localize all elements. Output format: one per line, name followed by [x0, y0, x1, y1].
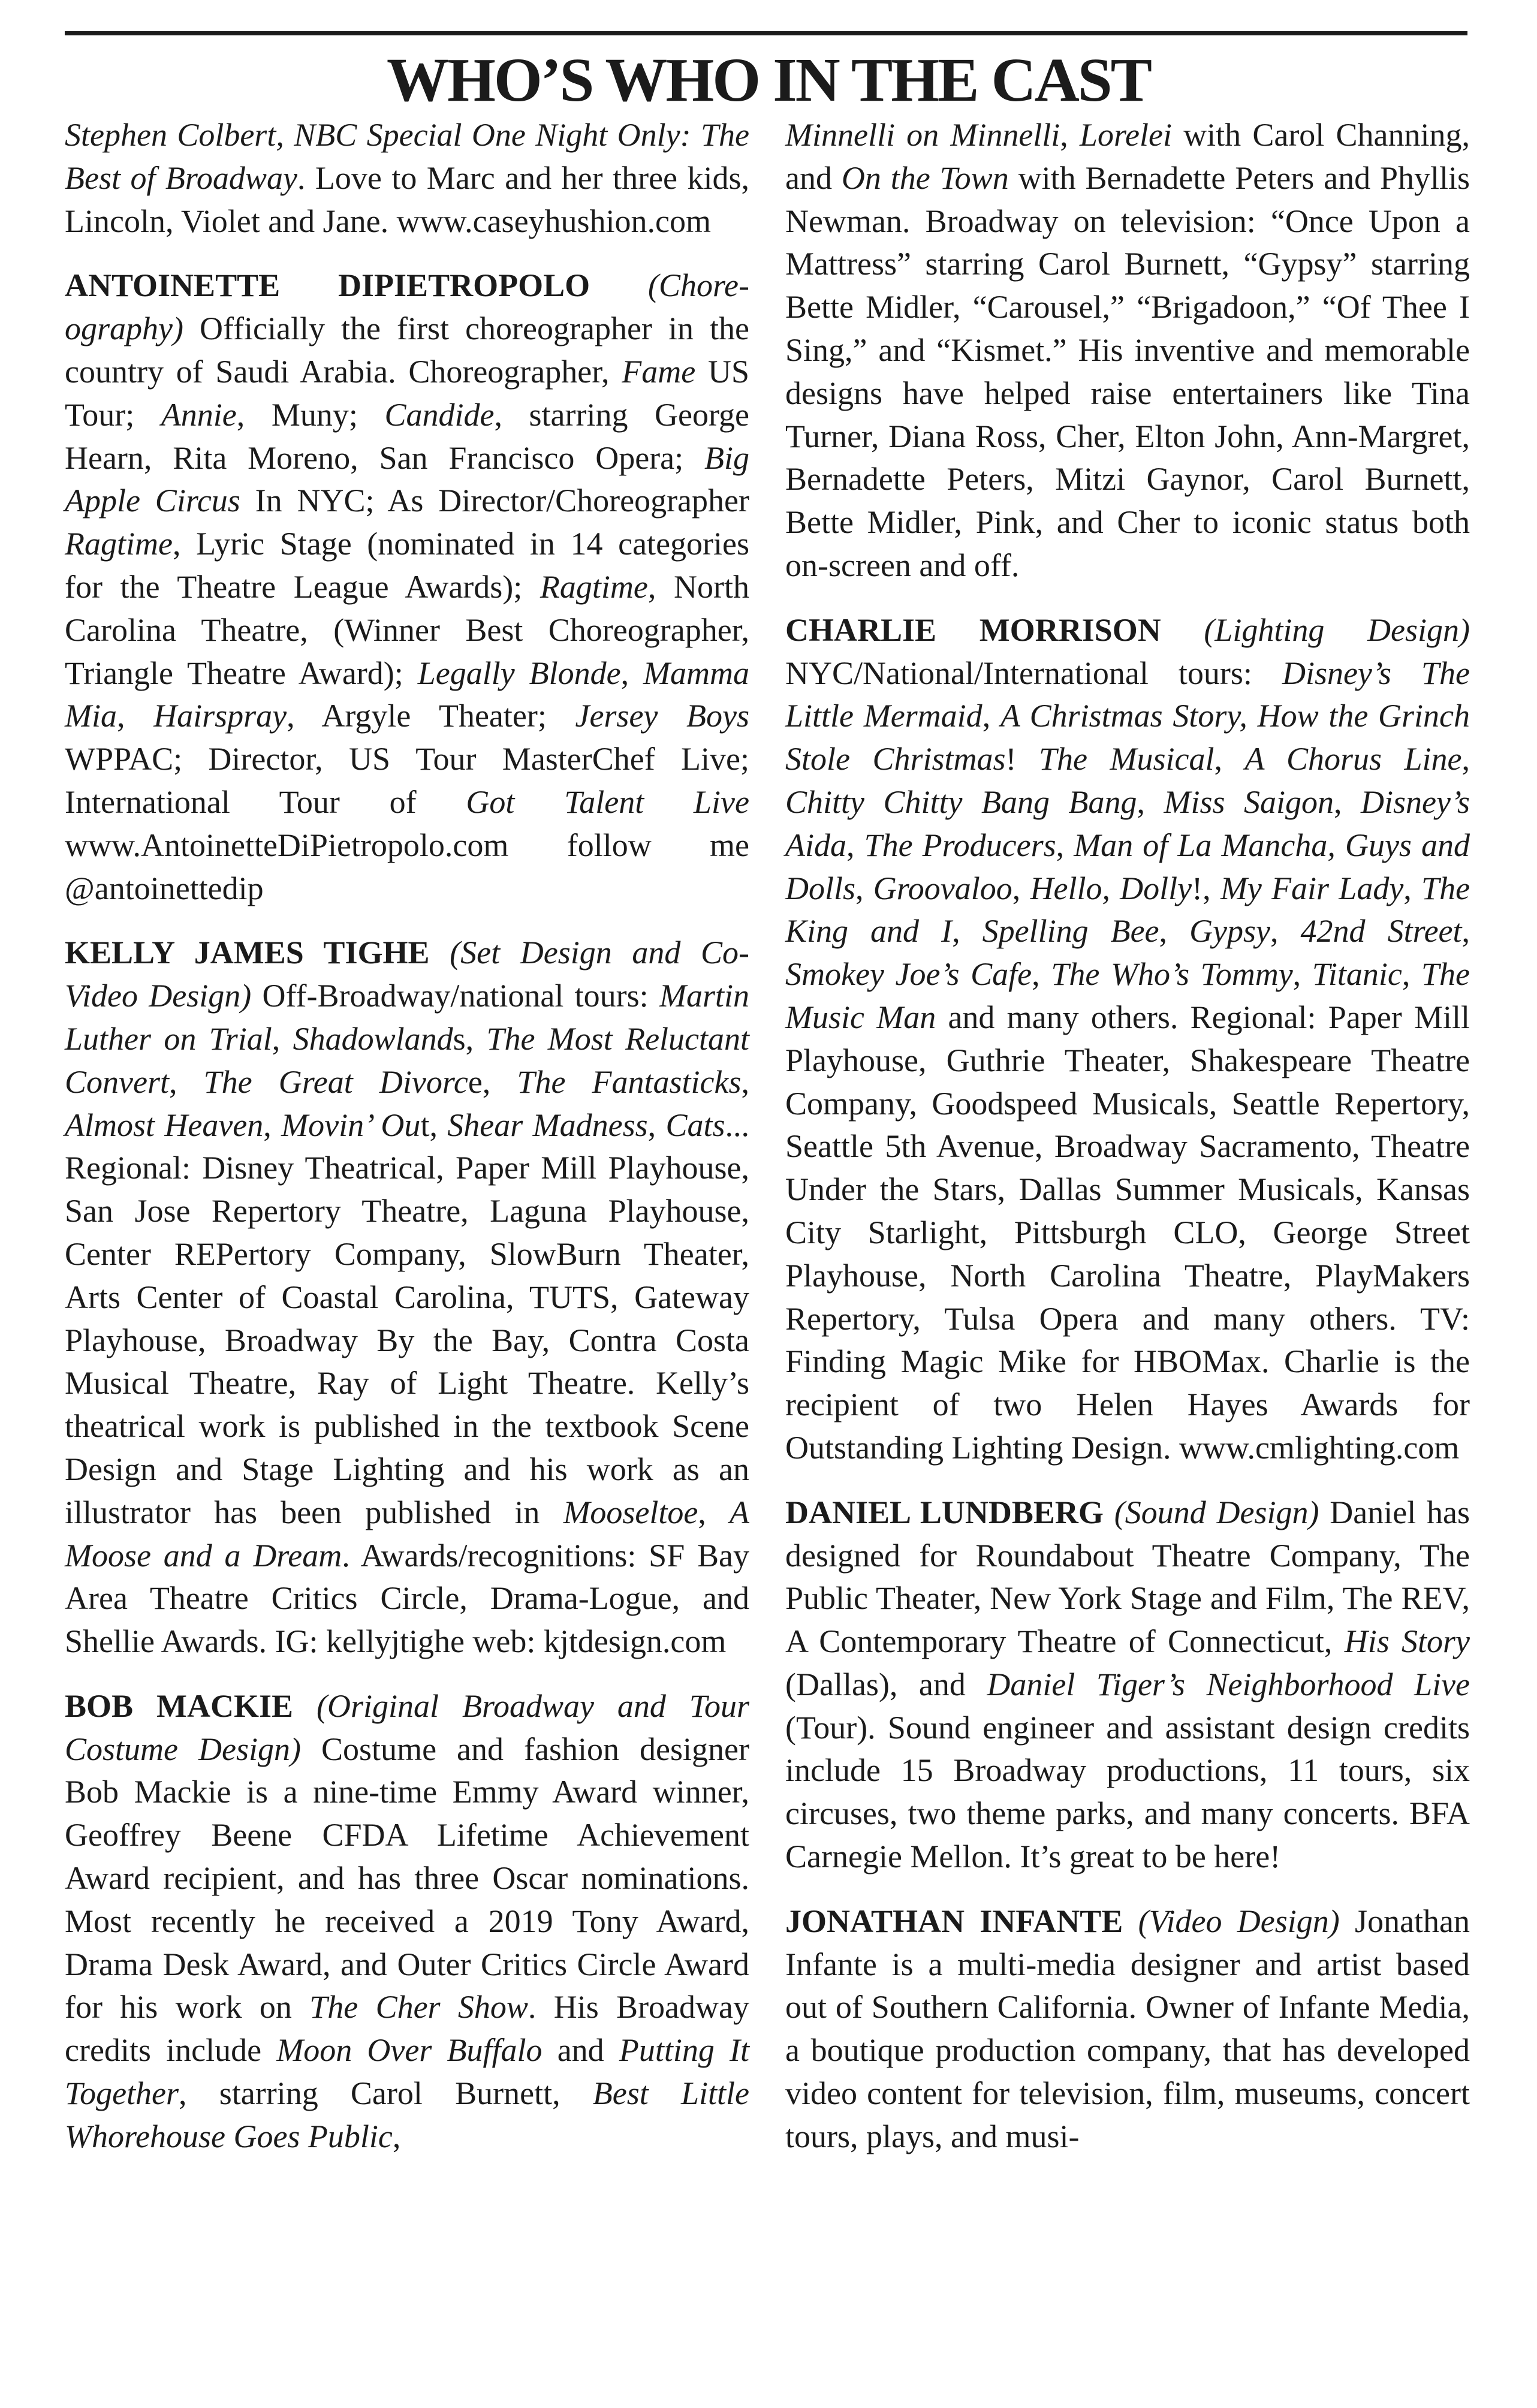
bio-role: (Choreography): [65, 267, 749, 347]
bio-daniel-lundberg: DANIEL LUNDBERG (Sound Design) Daniel has designed for Roundabout Theatre Company, The Public Theater, New York Stage and Film, The REV, A Contemporary Theatre of Connecticut, His Story (Dallas), and Daniel Tiger’s Neighborhood Live (Tour). Sound engineer and assistant design credits include 15 Broadway productions, 11 tours, six circuses, two theme parks, and many concerts. BFA Carnegie Mellon. It’s great to be here!: [785, 1494, 1470, 1875]
bio-kelly-james-tighe: KELLY JAMES TIGHE (Set Design and Co-Video Design) Off-Broadway/national tours: Martin Luther on Trial, Shadowlands, The Most Reluctant Convert, The Great Divorce, The Fantasticks, Almost Heaven, Movin’ Out, Shear Madness, Cats... Regional: Disney Theatrical, Paper Mill Playhouse, San Jose Repertory Theatre, Laguna Playhouse, Center REPertory Company, SlowBurn Theater, Arts Center of Coastal Carolina, TUTS, Gateway Playhouse, Broadway By the Bay, Contra Costa Musical Theatre, Ray of Light Theatre. Kelly’s theatrical work is published in the textbook Scene Design and Stage Lighting and his work as an illustrator has been published in Mooseltoe, A Moose and a Dream. Awards/recognitions: SF Bay Area Theatre Critics Circle, Drama-Logue, and Shellie Awards. IG: kellyjtighe web: kjtdesign.com: [65, 935, 750, 1660]
page-title: WHO’S WHO IN THE CAST: [387, 46, 1150, 114]
bio-casey-continued: Stephen Colbert, NBC Special One Night Only: The Best of Broadway. Love to Marc and her three kids, Lincoln, Violet and Jane. www.caseyhushion.com: [65, 117, 749, 239]
bio-name: BOB MACKIE: [65, 1687, 294, 1724]
bio-role: (Sound Design): [1114, 1494, 1319, 1530]
bio-name: ANTOINETTE DIPIETROPOLO: [65, 267, 590, 304]
right-column: [785, 114, 1470, 2180]
bio-role: (Video Design): [1138, 1903, 1340, 1939]
top-rule: [65, 31, 1467, 35]
bio-role: (Original Broadway and Tour Costume Design): [65, 1687, 749, 1767]
bio-name: JONATHAN INFANTE: [785, 1903, 1123, 1939]
bio-bob-mackie: BOB MACKIE (Original Broadway and Tour Costume Design) Costume and fashion designer Bob Mackie is a nine-time Emmy Award winner, Geoffrey Beene CFDA Lifetime Achievement Award recipient, and has three Oscar nominations. Most recently he received a 2019 Tony Award, Drama Desk Award, and Outer Critics Circle Award for his work on The Cher Show. His Broadway credits include Moon Over Buffalo and Putting It Together, starring Carol Burnett, Best Little Whorehouse Goes Public,: [65, 1687, 749, 2154]
bio-name: CHARLIE MORRISON: [785, 611, 1161, 648]
bio-antoinette-dipietropolo: ANTOINETTE DIPIETROPOLO (Choreography) Officially the first choreographer in the country of Saudi Arabia. Choreographer, Fame US Tour; Annie, Muny; Candide, starring George Hearn, Rita Moreno, San Francisco Opera; Big Apple Circus In NYC; As Director/Choreographer Ragtime, Lyric Stage (nominated in 14 categories for the Theatre League Awards); Ragtime, North Carolina Theatre, (Winner Best Choreographer, Triangle Theatre Award); Legally Blonde, Mamma Mia, Hairspray, Argyle Theater; Jersey Boys WPPAC; Director, US Tour MasterChef Live; International Tour of Got Talent Live www.AntoinetteDiPietropolo.com follow me @antoinettedip: [65, 267, 750, 906]
bio-name: KELLY JAMES TIGHE: [65, 935, 430, 971]
bio-name: DANIEL LUNDBERG: [785, 1494, 1104, 1530]
bio-role: (Set Design and Co-Video Design): [65, 935, 750, 1014]
bio-role: (Lighting Design): [1204, 611, 1470, 648]
left-column: [65, 114, 749, 2180]
bio-jonathan-infante: JONATHAN INFANTE (Video Design) Jonathan Infante is a multi-media designer and artist based out of Southern California. Owner of Infante Media, a boutique production company, that has developed video content for television, film, museums, concert tours, plays, and musi-: [785, 1903, 1470, 2154]
bio-bob-mackie-continued: Minnelli on Minnelli, Lorelei with Carol Channing, and On the Town with Bernadette Peters and Phyllis Newman. Broadway on television: “Once Upon a Mattress” starring Carol Burnett, “Gypsy” starring Bette Midler, “Carousel,” “Brigadoon,” “Of Thee I Sing,” and “Kismet.” His inventive and memorable designs have helped raise entertainers like Tina Turner, Diana Ross, Cher, Elton John, Ann-Margret, Bernadette Peters, Mitzi Gaynor, Carol Burnett, Bette Midler, Pink, and Cher to iconic status both on-screen and off.: [785, 117, 1470, 583]
bio-charlie-morrison: CHARLIE MORRISON (Lighting Design) NYC/National/International tours: Disney’s The Little Mermaid, A Christmas Story, How the Grinch Stole Christmas! The Musical, A Chorus Line, Chitty Chitty Bang Bang, Miss Saigon, Disney’s Aida, The Producers, Man of La Mancha, Guys and Dolls, Groovaloo, Hello, Dolly!, My Fair Lady, The King and I, Spelling Bee, Gypsy, 42nd Street, Smokey Joe’s Cafe, The Who’s Tommy, Titanic, The Music Man and many others. Regional: Paper Mill Playhouse, Guthrie Theater, Shakespeare Theatre Company, Goodspeed Musicals, Seattle Repertory, Seattle 5th Avenue, Broadway Sacramento, Theatre Under the Stars, Dallas Summer Musicals, Kansas City Starlight, Pittsburgh CLO, George Street Playhouse, North Carolina Theatre, PlayMakers Repertory, Tulsa Opera and many others. TV: Finding Magic Mike for HBOMax. Charlie is the recipient of two Helen Hayes Awards for Outstanding Lighting Design. www.cmlighting.com: [785, 611, 1470, 1466]
